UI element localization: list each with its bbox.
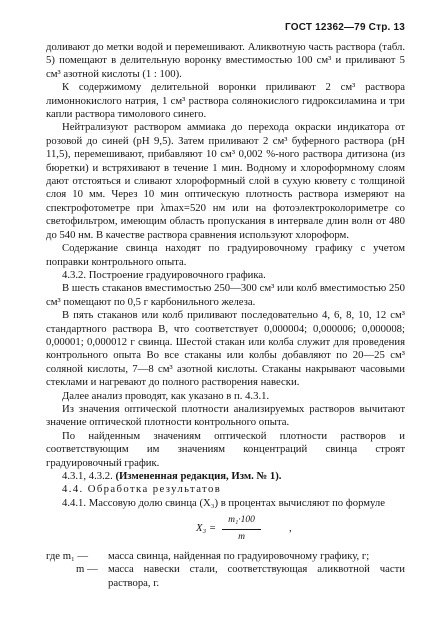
formula (196, 514, 405, 544)
paragraph: Из значения оптической плотности анализируемых растворов вычитают значение оптической плотности контрольного опыта. (46, 402, 405, 429)
amendment-note (46, 470, 405, 483)
paragraph: доливают до метки водой и перемешивают. Аликвотную часть раствора (табл. 5) помещают в делительную воронку вместимостью 100 см³ и приливают 5 см³ азотной кислоты (1 : 100). (46, 41, 405, 80)
definition-text: масса свинца, найденная по градуировочному графику, г; (108, 550, 370, 563)
document-body (46, 41, 405, 590)
paragraph: Далее анализ проводят, как указано в п. 4.3.1. (62, 389, 270, 402)
formula-lhs: X₃ = (196, 522, 217, 535)
paragraph: По найденным значениям оптической плотности растворов и соответствующим им значениям концентраций свинца строят градуировочный график. (46, 429, 405, 469)
definition-row (46, 550, 405, 563)
section-heading: 4.4. Обработка результатов (62, 483, 222, 496)
paragraph: В пять стаканов или колб приливают последовательно 4, 6, 8, 10, 12 см³ стандартного раствора В, что соответствует 0,000004; 0,000006; 0,000008; 0,00001; 0,000012 г свинца. Шестой стакан или колба служит для проведения контрольного опыта Во все стаканы или колбы добавляют по 20—25 см³ соляной кислоты, 7—8 см³ азотной кислоты. Стаканы накрывают часовыми стеклами и нагревают до полного растворения навески. (46, 309, 405, 389)
paragraph: Содержание свинца находят по градуировочному графику с учетом поправки контрольного опыта. (46, 242, 405, 268)
paragraph: В шесть стаканов вместимостью 250—300 см³ или колб вместимостью 250 см³ помещают по 0,5 г карбонильного железа. (46, 282, 405, 308)
paragraph: 4.3.2. Построение градуировочного графика. (62, 268, 266, 281)
paragraph: Нейтрализуют раствором аммиака до перехода окраски индикатора от розовой до синей (рН 9,5). Затем приливают 2 см³ буферного раствора (рН 11,5), перемешивают, прибавляют 10 см³ 0,002 %-ного раствора дитизона (из бюретки) и встряхивают в течение 1 мин. Водному и хлороформному слоям дают отстояться и сливают хлороформный слой в сухую кювету с толщиной слоя 10 мм. Через 10 мин оптическую плотность раствора измеряют на спектрофотометре при λmax=520 нм или на фотоэлектроколориметре со светофильтром, имеющим область пропускания в интервале длин волн от 480 до 540 нм. В качестве раствора сравнения используют хлороформ. (46, 121, 405, 241)
formula-numerator: m₁·100 (222, 514, 261, 529)
formula-trail: , (288, 522, 292, 535)
definition-text: масса навески стали, соответствующая аликвотной части раствора, г. (108, 563, 405, 589)
definition-symbol: где m₁ — (46, 550, 89, 563)
formula-fraction (222, 514, 261, 544)
paragraph: К содержимому делительной воронки приливают 2 см³ раствора лимоннокислого натрия, 1 см³ раствора солянокислого гидроксиламина и три капли раствора тимолового синего. (46, 81, 405, 121)
formula-denominator: m (238, 531, 245, 542)
paragraph: 4.4.1. Массовую долю свинца (X₃) в процентах вычисляют по формуле (62, 496, 385, 509)
amendment-text: (Измененная редакция, Изм. № 1). (115, 470, 282, 482)
page-header: ГОСТ 12362—79 Стр. 13 (285, 22, 405, 33)
variable-definitions (46, 550, 405, 590)
definition-symbol: m — (76, 563, 98, 576)
definition-row (46, 563, 405, 590)
amendment-prefix: 4.3.1, 4.3.2. (62, 470, 113, 482)
